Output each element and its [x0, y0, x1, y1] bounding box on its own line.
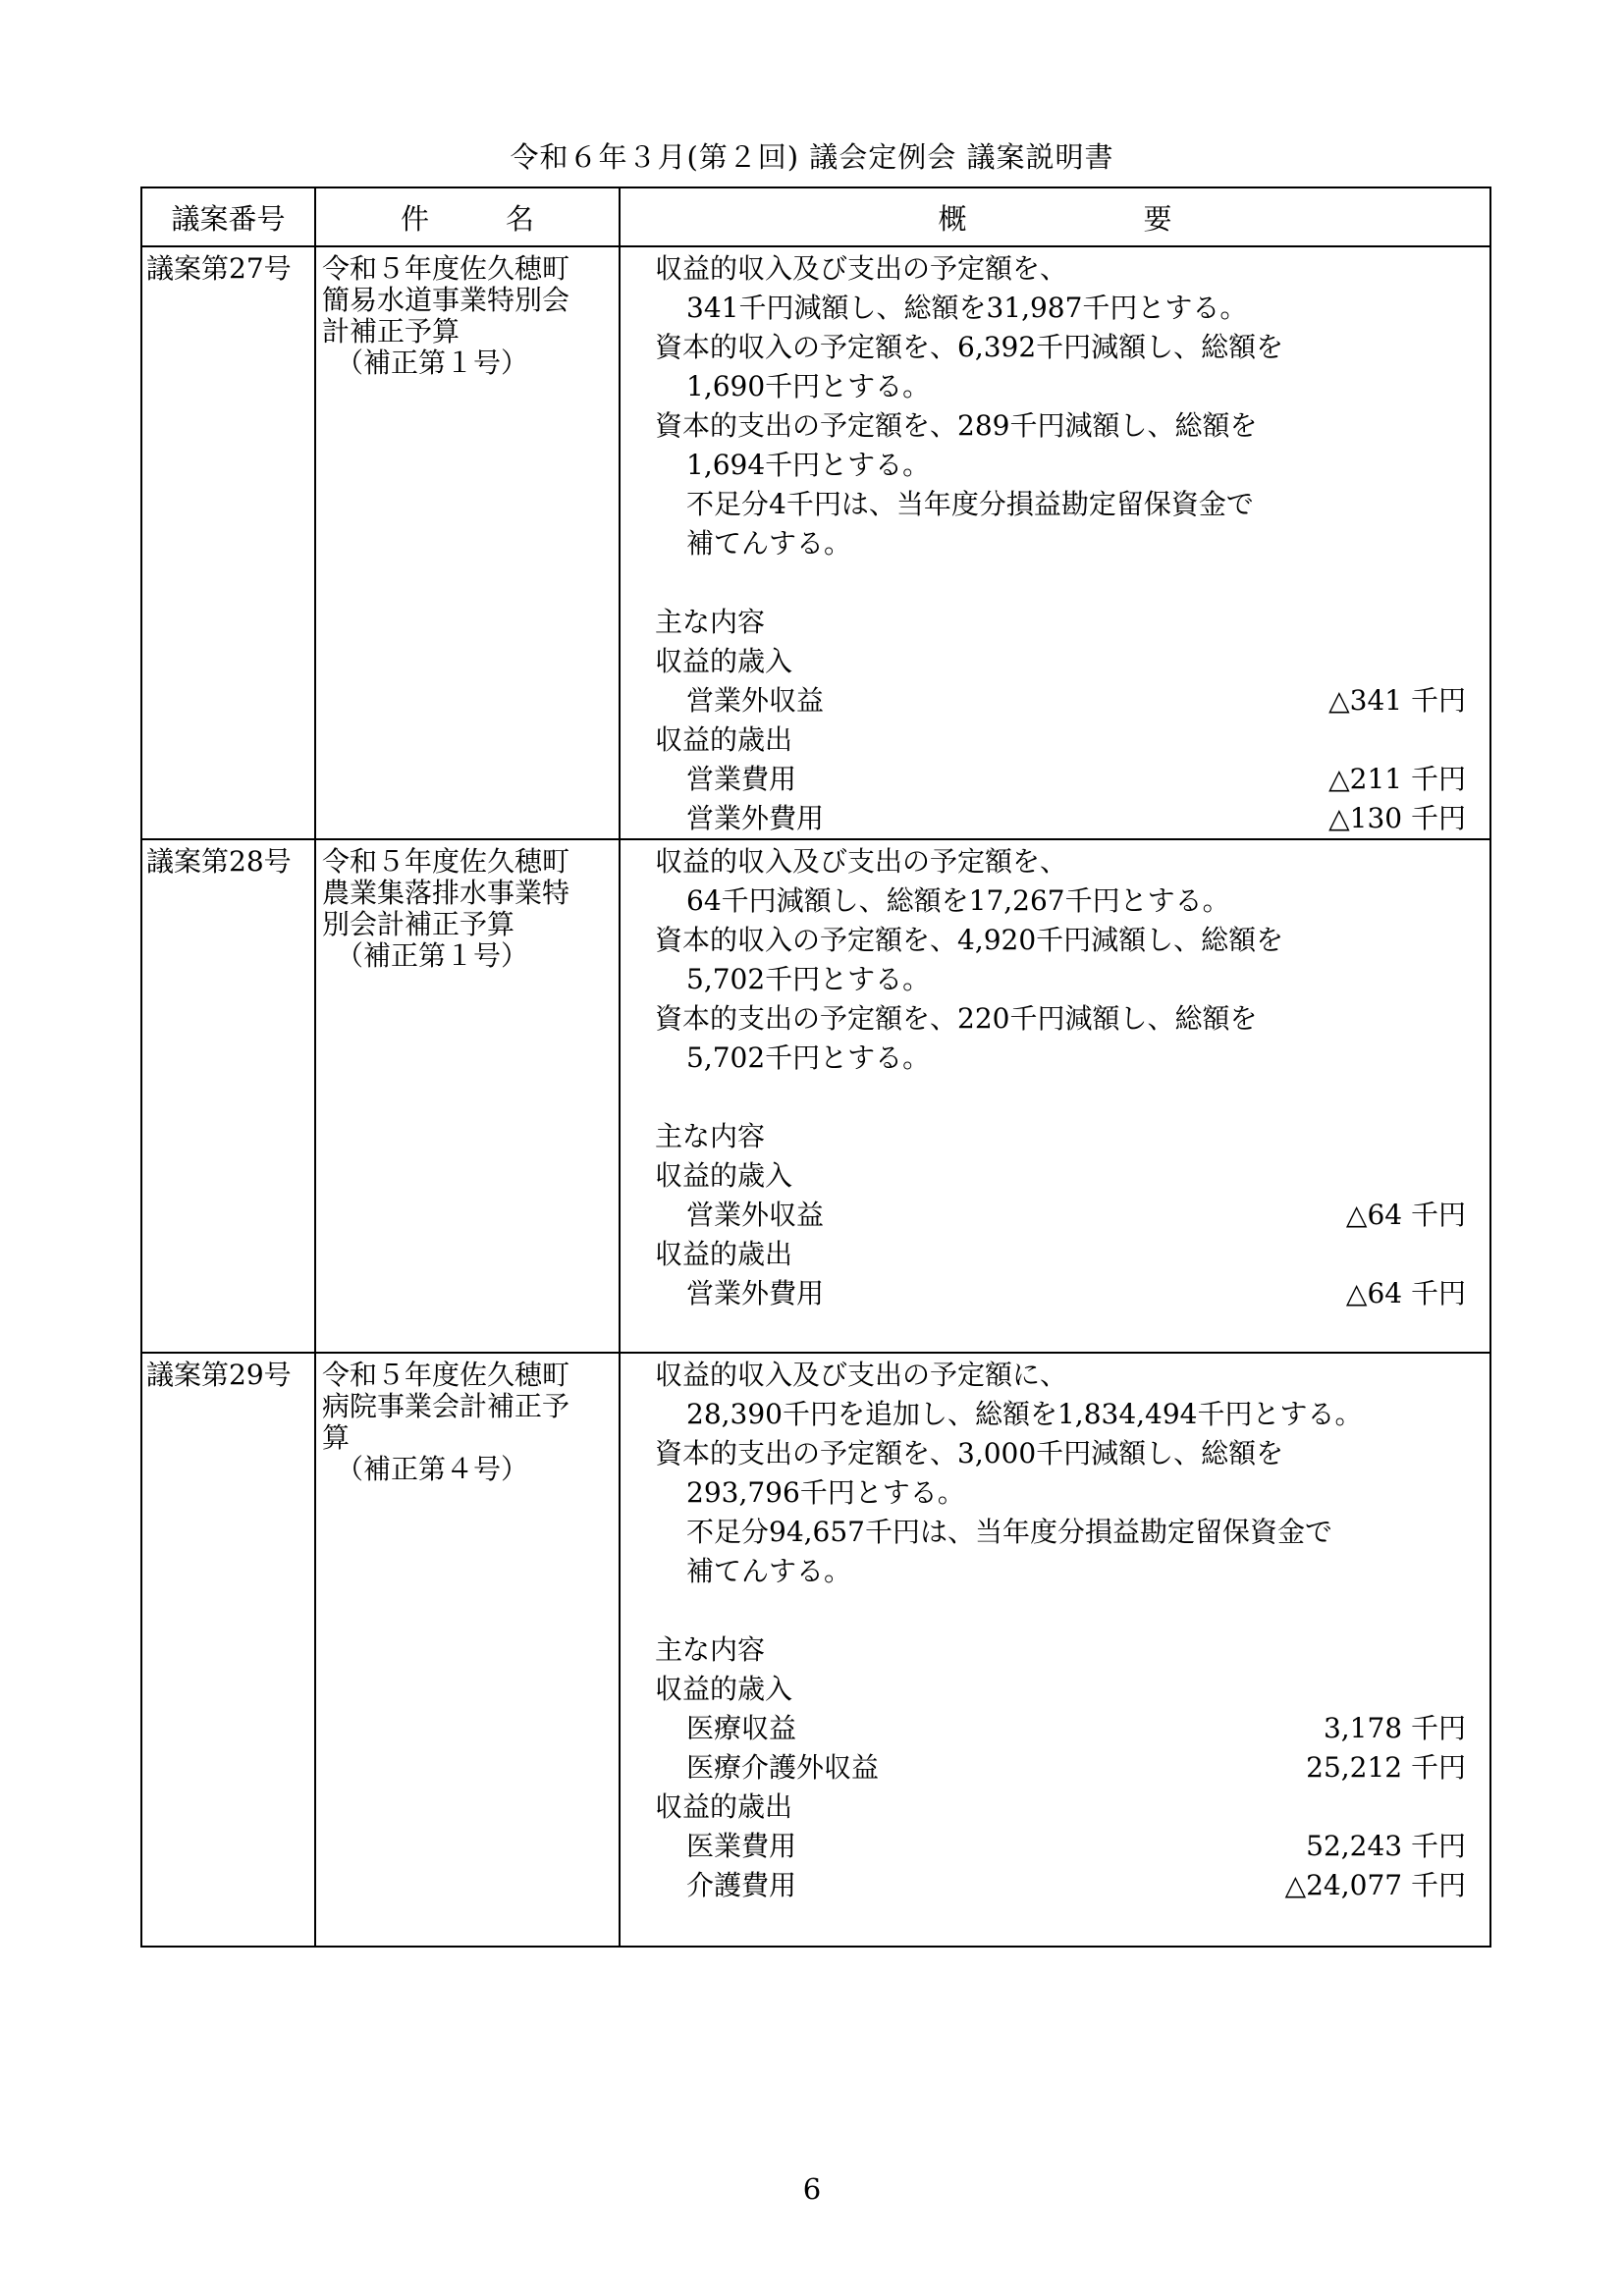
section-heading: 収益的歳出 — [655, 723, 793, 756]
budget-item-label: 営業外収益 — [686, 1199, 825, 1231]
summary-line: 補てんする。 — [686, 1555, 852, 1587]
bill-summary-cell — [620, 246, 1490, 839]
budget-item-label: 介護費用 — [686, 1869, 797, 1901]
budget-item-label: 営業外費用 — [686, 1277, 825, 1309]
summary-line: 341千円減額し、総額を31,987千円とする。 — [686, 292, 1248, 324]
summary-line: 補てんする。 — [686, 527, 852, 560]
bill-summary-cell — [620, 1353, 1490, 1947]
header-bill-name: 件名 — [315, 187, 620, 246]
budget-item-label: 営業外収益 — [686, 684, 825, 717]
main-content-heading: 主な内容 — [655, 1633, 766, 1666]
summary-line: 5,702千円とする。 — [686, 963, 931, 995]
budget-item-amount: △64 千円 — [1345, 1277, 1466, 1309]
main-content-heading: 主な内容 — [655, 606, 766, 638]
table-row — [141, 839, 1490, 1353]
budget-item — [655, 1748, 1466, 1788]
summary-line: 1,690千円とする。 — [686, 370, 931, 402]
bill-name-cell — [315, 839, 620, 1353]
summary-line: 1,694千円とする。 — [686, 449, 931, 481]
bill-name-cell — [315, 1353, 620, 1947]
table-header-row — [141, 187, 1490, 246]
budget-item — [655, 799, 1466, 838]
budget-item-amount: △341 千円 — [1328, 684, 1466, 717]
bill-name-revision: （補正第４号） — [336, 1453, 529, 1485]
budget-item-label: 営業外費用 — [686, 802, 825, 834]
main-content-heading: 主な内容 — [655, 1120, 766, 1152]
section-heading: 収益的歳入 — [655, 645, 793, 677]
section-heading: 収益的歳入 — [655, 1159, 793, 1192]
summary-line: 収益的収入及び支出の予定額を、 — [655, 252, 1068, 285]
budget-item — [655, 1866, 1466, 1905]
header-bill-summary: 概要 — [620, 187, 1490, 246]
header-bill-number: 議案番号 — [141, 187, 315, 246]
summary-line: 資本的支出の予定額を、289千円減額し、総額を — [655, 409, 1258, 442]
bill-number-cell: 議案第28号 — [141, 839, 315, 1353]
section-heading: 収益的歳入 — [655, 1673, 793, 1705]
bill-name-line: 計補正予算 — [322, 315, 460, 347]
bill-name-line: 簡易水道事業特別会 — [322, 284, 570, 316]
summary-line: 不足分94,657千円は、当年度分損益勘定留保資金で — [686, 1516, 1332, 1548]
blank-line — [655, 1078, 1466, 1117]
budget-item-amount: 25,212 千円 — [1306, 1751, 1466, 1784]
blank-line — [655, 563, 1466, 603]
budget-item-amount: △130 千円 — [1328, 802, 1466, 834]
bill-name-line: 令和５年度佐久穂町 — [322, 252, 570, 285]
bill-number-cell: 議案第29号 — [141, 1353, 315, 1947]
bill-name-line: 令和５年度佐久穂町 — [322, 1359, 570, 1391]
table-row — [141, 246, 1490, 839]
budget-item-amount: △64 千円 — [1345, 1199, 1466, 1231]
summary-line: 資本的収入の予定額を、6,392千円減額し、総額を — [655, 331, 1284, 363]
bill-name-line: 病院事業会計補正予 — [322, 1390, 570, 1422]
budget-item-label: 医業費用 — [686, 1830, 797, 1862]
budget-item — [655, 681, 1466, 721]
budget-item-amount: △211 千円 — [1328, 763, 1466, 795]
budget-item-amount: 3,178 千円 — [1323, 1712, 1466, 1744]
bill-name-revision: （補正第１号） — [336, 939, 529, 972]
summary-line: 64千円減額し、総額を17,267千円とする。 — [686, 884, 1230, 917]
budget-item-label: 医療収益 — [686, 1712, 797, 1744]
budget-item-amount: △24,077 千円 — [1284, 1869, 1466, 1901]
budget-item — [655, 1274, 1466, 1313]
summary-line: 資本的収入の予定額を、4,920千円減額し、総額を — [655, 924, 1284, 956]
bill-name-line: 令和５年度佐久穂町 — [322, 845, 570, 878]
bill-number-cell: 議案第27号 — [141, 246, 315, 839]
bill-name-cell — [315, 246, 620, 839]
bill-explanation-table — [140, 187, 1491, 1948]
section-heading: 収益的歳出 — [655, 1790, 793, 1823]
summary-line: 28,390千円を追加し、総額を1,834,494千円とする。 — [686, 1398, 1363, 1430]
budget-item — [655, 1709, 1466, 1748]
bill-name-line: 農業集落排水事業特 — [322, 877, 570, 909]
page-number: 6 — [802, 2172, 822, 2206]
summary-line: 収益的収入及び支出の予定額を、 — [655, 845, 1068, 878]
document-title: 令和６年３月(第２回) 議会定例会 議案説明書 — [510, 140, 1114, 174]
blank-line — [655, 1591, 1466, 1630]
budget-item — [655, 1827, 1466, 1866]
bill-summary-cell — [620, 839, 1490, 1353]
bill-name-line: 別会計補正予算 — [322, 908, 515, 940]
summary-line: 資本的支出の予定額を、3,000千円減額し、総額を — [655, 1437, 1284, 1469]
budget-item-label: 営業費用 — [686, 763, 797, 795]
table-row — [141, 1353, 1490, 1947]
budget-item-label: 医療介護外収益 — [686, 1751, 880, 1784]
budget-item-amount: 52,243 千円 — [1306, 1830, 1466, 1862]
summary-line: 不足分4千円は、当年度分損益勘定留保資金で — [686, 488, 1254, 520]
summary-line: 5,702千円とする。 — [686, 1041, 931, 1074]
summary-line: 資本的支出の予定額を、220千円減額し、総額を — [655, 1002, 1258, 1035]
section-heading: 収益的歳出 — [655, 1238, 793, 1270]
summary-line: 293,796千円とする。 — [686, 1476, 965, 1509]
budget-item — [655, 760, 1466, 799]
bill-name-revision: （補正第１号） — [336, 347, 529, 379]
budget-item — [655, 1196, 1466, 1235]
summary-line: 収益的収入及び支出の予定額に、 — [655, 1359, 1068, 1391]
bill-name-line: 算 — [322, 1421, 351, 1454]
